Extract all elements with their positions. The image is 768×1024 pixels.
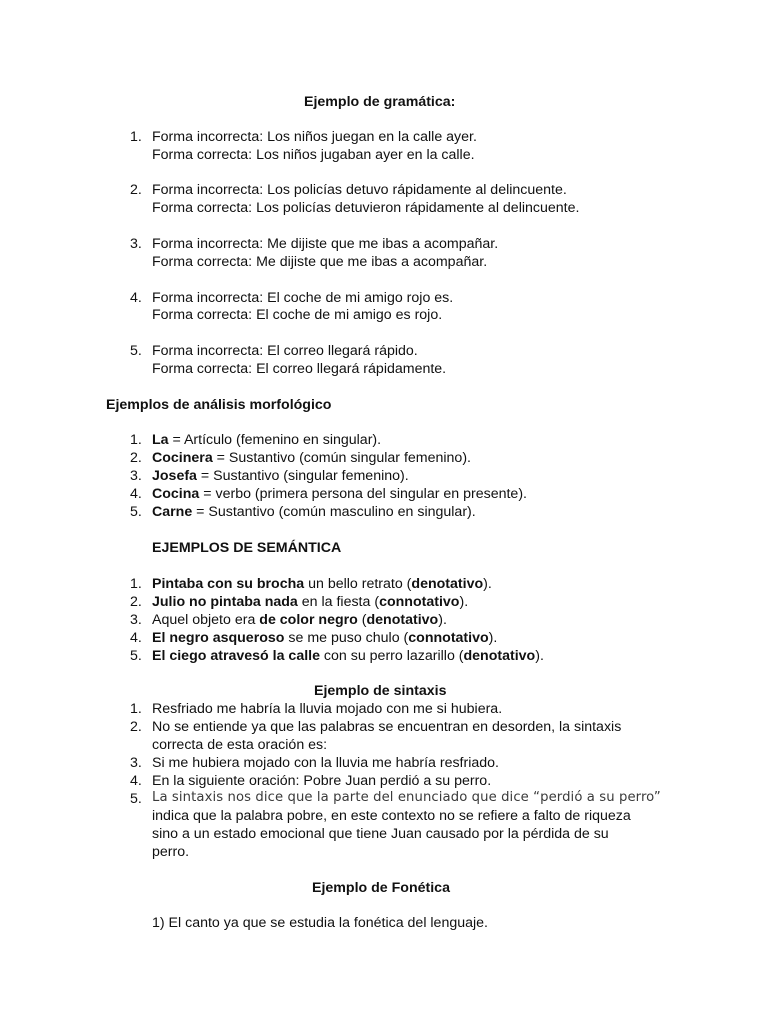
list-item: Resfriado me habría la lluvia mojado con me si hubiera. xyxy=(152,701,503,717)
incorrect-form: Forma incorrecta: El correo llegará rápido. xyxy=(152,343,418,359)
incorrect-form: Forma incorrecta: Los policías detuvo rápidamente al delincuente. xyxy=(152,182,567,198)
grammar-title: Ejemplo de gramática: xyxy=(304,94,456,110)
list-item: Si me hubiera mojado con la lluvia me habría resfriado. xyxy=(152,755,499,771)
incorrect-form: Forma incorrecta: Los niños juegan en la calle ayer. xyxy=(152,129,477,145)
list-item: En la siguiente oración: Pobre Juan perdió a su perro. xyxy=(152,773,492,789)
list-number: 2. xyxy=(130,594,142,610)
text: se me puso chulo ( xyxy=(284,630,409,646)
list-number: 2. xyxy=(130,450,142,466)
text: ( xyxy=(357,612,367,628)
definition: = Sustantivo (común singular femenino). xyxy=(212,450,471,466)
syntax-title: Ejemplo de sintaxis xyxy=(314,683,447,699)
text: ). xyxy=(483,576,492,592)
bold-phrase: El negro asqueroso xyxy=(152,630,285,646)
phonetics-item: 1) El canto ya que se estudia la fonética del lenguaje. xyxy=(152,915,488,931)
classification: denotativo xyxy=(411,576,484,592)
list-number: 2. xyxy=(130,182,142,198)
term: Cocinera xyxy=(152,450,213,466)
list-number: 4. xyxy=(130,630,142,646)
list-item xyxy=(152,485,527,503)
correct-form: Forma correcta: Los policías detuvieron rápidamente al delincuente. xyxy=(152,200,580,216)
text: ). xyxy=(438,612,447,628)
term: La xyxy=(152,432,169,448)
correct-form: Forma correcta: El correo llegará rápidamente. xyxy=(152,361,447,377)
list-item xyxy=(152,629,497,647)
text: un bello retrato ( xyxy=(304,576,412,592)
list-number: 4. xyxy=(130,486,142,502)
list-item xyxy=(152,503,476,521)
incorrect-form: Forma incorrecta: El coche de mi amigo rojo es. xyxy=(152,290,454,306)
list-item-continuation: perro. xyxy=(152,844,190,860)
classification: denotativo xyxy=(463,648,536,664)
bold-phrase: de color negro xyxy=(259,612,358,628)
list-number: 4. xyxy=(130,773,142,789)
list-item xyxy=(152,575,492,593)
text: ). xyxy=(488,630,498,646)
list-item xyxy=(152,431,381,449)
list-number: 3. xyxy=(130,755,142,771)
list-number: 4. xyxy=(130,290,142,306)
morphology-title: Ejemplos de análisis morfológico xyxy=(106,397,332,413)
list-number: 3. xyxy=(130,468,142,484)
correct-form: Forma correcta: Me dijiste que me ibas a acompañar. xyxy=(152,254,488,270)
list-item-continuation: sino a un estado emocional que tiene Juan causado por la pérdida de su xyxy=(152,826,609,842)
list-number: 3. xyxy=(130,236,142,252)
classification: connotativo xyxy=(379,594,460,610)
text: en la fiesta ( xyxy=(297,594,380,610)
list-item xyxy=(152,593,468,611)
definition: = Sustantivo (común masculino en singular). xyxy=(192,504,476,520)
bold-phrase: Pintaba con su brocha xyxy=(152,576,305,592)
list-number: 3. xyxy=(130,612,142,628)
term: Cocina xyxy=(152,486,200,502)
list-number: 5. xyxy=(130,343,142,359)
list-item xyxy=(152,467,409,485)
term: Josefa xyxy=(152,468,197,484)
list-item-continuation: correcta de esta oración es: xyxy=(152,737,328,753)
correct-form: Forma correcta: Los niños jugaban ayer en la calle. xyxy=(152,147,475,163)
list-item: No se entiende ya que las palabras se encuentran en desorden, la sintaxis xyxy=(152,719,622,735)
classification: denotativo xyxy=(366,612,439,628)
phonetics-title: Ejemplo de Fonética xyxy=(312,880,450,896)
list-item: La sintaxis nos dice que la parte del enunciado que dice “perdió a su perro” xyxy=(152,790,661,805)
incorrect-form: Forma incorrecta: Me dijiste que me ibas a acompañar. xyxy=(152,236,499,252)
classification: connotativo xyxy=(408,630,489,646)
bold-phrase: El ciego atravesó la calle xyxy=(152,648,320,664)
text: con su perro lazarillo ( xyxy=(319,648,464,664)
list-number: 1. xyxy=(130,576,142,592)
list-number: 5. xyxy=(130,791,142,807)
list-item xyxy=(152,611,447,629)
text: ). xyxy=(459,594,469,610)
bold-phrase: Julio no pintaba nada xyxy=(152,594,298,610)
term: Carne xyxy=(152,504,193,520)
list-number: 5. xyxy=(130,504,142,520)
definition: = Artículo (femenino en singular). xyxy=(168,432,382,448)
list-item xyxy=(152,647,544,665)
list-number: 1. xyxy=(130,701,142,717)
text: ). xyxy=(535,648,544,664)
definition: = Sustantivo (singular femenino). xyxy=(196,468,409,484)
correct-form: Forma correcta: El coche de mi amigo es rojo. xyxy=(152,307,443,323)
list-item-continuation: indica que la palabra pobre, en este contexto no se refiere a falto de riqueza xyxy=(152,808,631,824)
semantics-title: EJEMPLOS DE SEMÁNTICA xyxy=(152,540,342,556)
list-item xyxy=(152,449,471,467)
list-number: 2. xyxy=(130,719,142,735)
text: Aquel objeto era xyxy=(152,612,260,628)
list-number: 5. xyxy=(130,648,142,664)
list-number: 1. xyxy=(130,129,142,145)
definition: = verbo (primera persona del singular en presente). xyxy=(199,486,527,502)
list-number: 1. xyxy=(130,432,142,448)
